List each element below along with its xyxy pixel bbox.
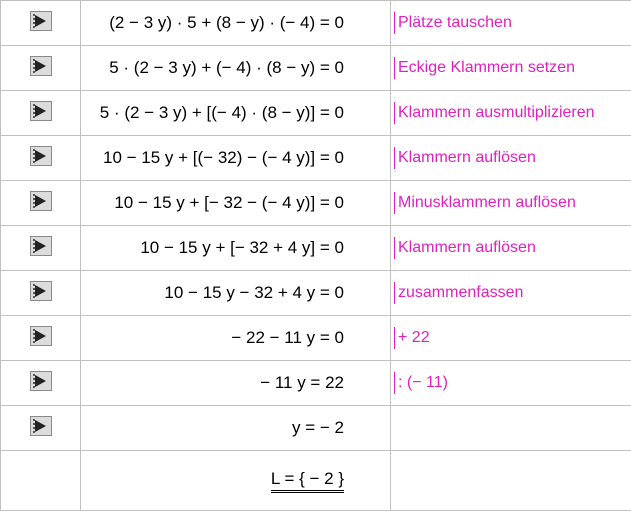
icon-cell[interactable] [1, 271, 81, 316]
pencil-paper-icon[interactable] [30, 416, 52, 436]
note-cell: : (− 11) [391, 361, 631, 406]
note-cell: Minusklammern auflösen [391, 181, 631, 226]
equation-cell: 10 − 15 y + [− 32 + 4 y] = 0 [81, 226, 391, 271]
table-row [1, 1, 631, 46]
icon-cell [1, 451, 81, 511]
solution-set: L = { − 2 } [271, 469, 344, 493]
icon-cell[interactable] [1, 1, 81, 46]
pencil-paper-icon[interactable] [30, 371, 52, 391]
note-cell: Klammern auflösen [391, 226, 631, 271]
icon-cell[interactable] [1, 136, 81, 181]
note-cell: Plätze tauschen [391, 1, 631, 46]
pencil-paper-icon[interactable] [30, 281, 52, 301]
equation-cell [81, 451, 391, 511]
table-row [1, 226, 631, 271]
note-cell: Klammern ausmultiplizieren [391, 91, 631, 136]
icon-cell[interactable] [1, 226, 81, 271]
pencil-paper-icon[interactable] [30, 326, 52, 346]
equation-cell: 5 · (2 − 3 y) + [(− 4) · (8 − y)] = 0 [81, 91, 391, 136]
table-row [1, 46, 631, 91]
note-cell: + 22 [391, 316, 631, 361]
table-row [1, 406, 631, 451]
equation-cell: 5 · (2 − 3 y) + (− 4) · (8 − y) = 0 [81, 46, 391, 91]
equation-cell: 10 − 15 y − 32 + 4 y = 0 [81, 271, 391, 316]
table-row [1, 361, 631, 406]
table-row [1, 316, 631, 361]
pencil-paper-icon[interactable] [30, 146, 52, 166]
icon-cell[interactable] [1, 406, 81, 451]
table-row [1, 91, 631, 136]
icon-cell[interactable] [1, 46, 81, 91]
pencil-paper-icon[interactable] [30, 191, 52, 211]
pencil-paper-icon[interactable] [30, 101, 52, 121]
equation-cell: 10 − 15 y + [(− 32) − (− 4 y)] = 0 [81, 136, 391, 181]
icon-cell[interactable] [1, 361, 81, 406]
table-row [1, 136, 631, 181]
note-cell: Eckige Klammern setzen [391, 46, 631, 91]
icon-cell[interactable] [1, 181, 81, 226]
equation-cell: (2 − 3 y) · 5 + (8 − y) · (− 4) = 0 [81, 1, 391, 46]
equation-cell: y = − 2 [81, 406, 391, 451]
note-cell [391, 406, 631, 451]
table-row [1, 451, 631, 511]
note-cell [391, 451, 631, 511]
note-cell: Klammern auflösen [391, 136, 631, 181]
icon-cell[interactable] [1, 316, 81, 361]
note-cell: zusammenfassen [391, 271, 631, 316]
equation-cell: 10 − 15 y + [− 32 − (− 4 y)] = 0 [81, 181, 391, 226]
equation-cell: − 11 y = 22 [81, 361, 391, 406]
icon-cell[interactable] [1, 91, 81, 136]
table-row [1, 271, 631, 316]
table-row [1, 181, 631, 226]
pencil-paper-icon[interactable] [30, 11, 52, 31]
pencil-paper-icon[interactable] [30, 236, 52, 256]
pencil-paper-icon[interactable] [30, 56, 52, 76]
equation-cell: − 22 − 11 y = 0 [81, 316, 391, 361]
